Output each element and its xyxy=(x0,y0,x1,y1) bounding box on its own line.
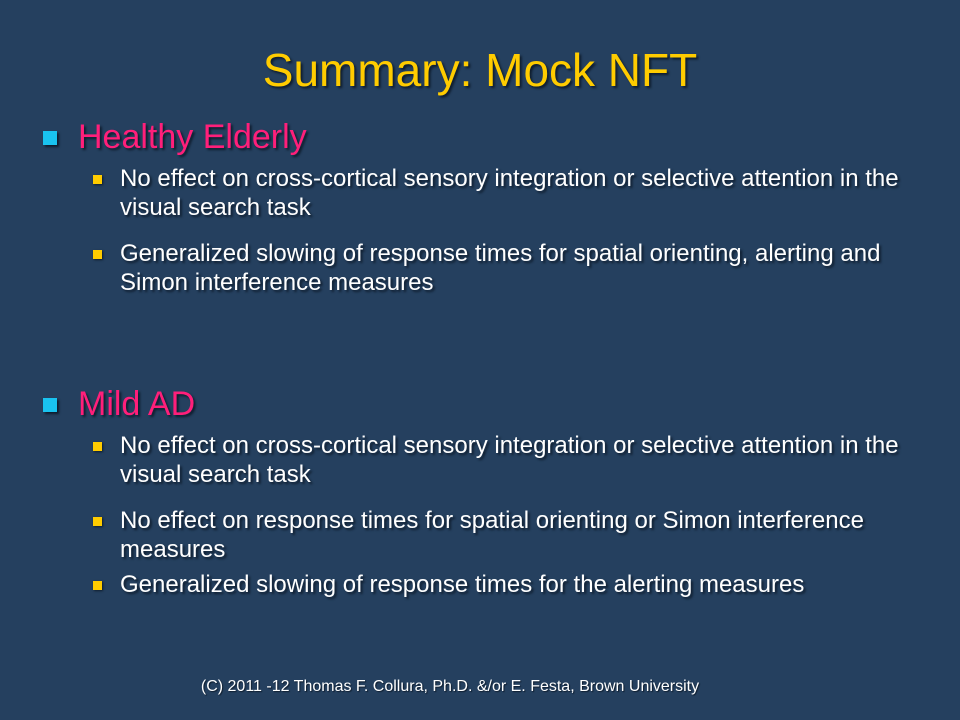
heading-bullet xyxy=(40,117,940,157)
bullet-text: No effect on cross-cortical sensory integration or selective attention in the visual search task xyxy=(120,432,899,488)
bullet-text: No effect on cross-cortical sensory integration or selective attention in the visual search task xyxy=(120,165,899,221)
square-bullet-icon xyxy=(43,398,57,412)
square-bullet-icon xyxy=(43,131,57,145)
square-bullet-icon xyxy=(93,175,102,184)
section-heading: Mild AD xyxy=(78,385,196,423)
sub-bullet xyxy=(90,239,940,297)
bullet-text: No effect on response times for spatial orienting or Simon interference measures xyxy=(120,507,864,563)
slide-title: Summary: Mock NFT xyxy=(262,44,698,96)
bullet-text: Generalized slowing of response times for spatial orienting, alerting and Simon interference measures xyxy=(120,240,881,296)
section-heading: Healthy Elderly xyxy=(78,118,307,156)
square-bullet-icon xyxy=(93,517,102,526)
sub-bullet xyxy=(90,570,940,599)
section-mild-ad xyxy=(40,384,940,599)
square-bullet-icon xyxy=(93,581,102,590)
sub-bullet xyxy=(90,164,940,222)
sub-bullet xyxy=(90,431,940,489)
copyright-footer: (C) 2011 -12 Thomas F. Collura, Ph.D. &/or E. Festa, Brown University xyxy=(200,678,700,695)
sub-bullet xyxy=(90,506,940,564)
bullet-text: Generalized slowing of response times for the alerting measures xyxy=(120,571,805,598)
section-healthy-elderly xyxy=(40,117,940,297)
heading-bullet xyxy=(40,384,940,424)
square-bullet-icon xyxy=(93,250,102,259)
square-bullet-icon xyxy=(93,442,102,451)
